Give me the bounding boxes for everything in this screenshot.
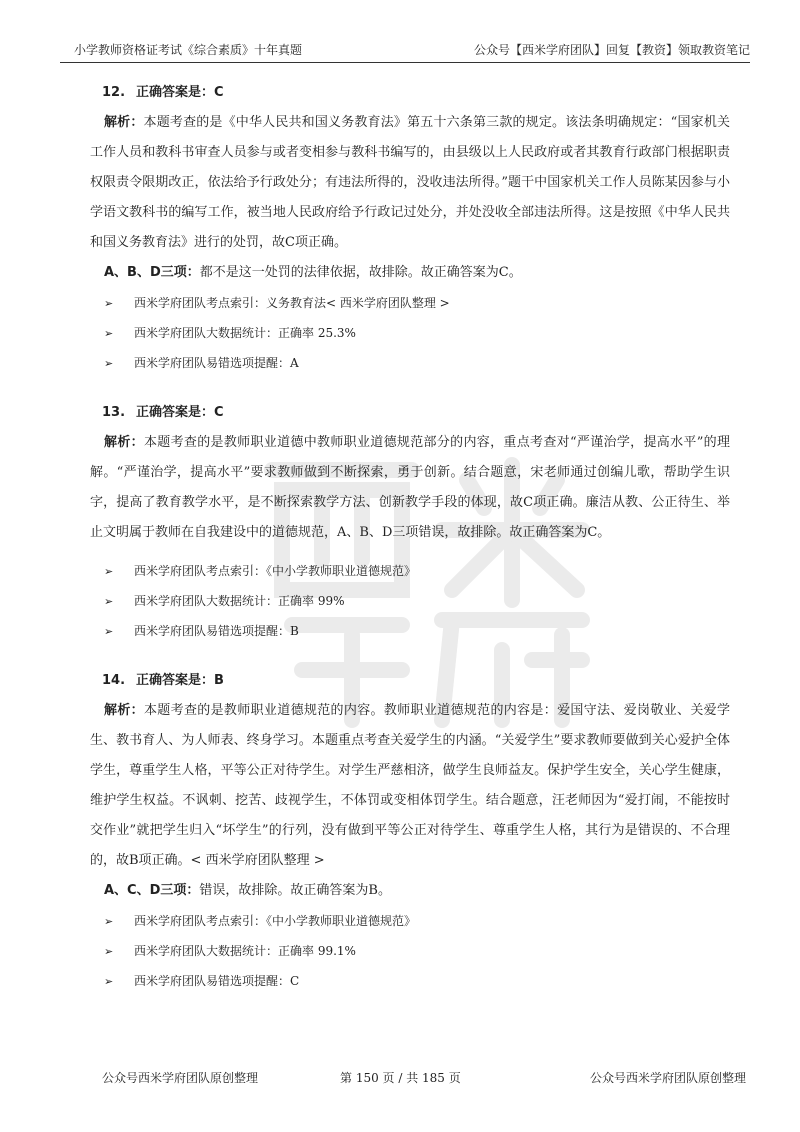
arrow-bullet-icon: ➢: [104, 945, 114, 958]
bullet-text: 西米学府团队考点索引：义务教育法< 西米学府团队整理 >: [134, 296, 450, 310]
analysis-label: 解析：: [104, 435, 144, 450]
analysis-label: 解析：: [104, 703, 144, 718]
bullet-statistics: [90, 586, 730, 616]
answer-explanations: [90, 72, 730, 996]
bullet-common-error: [90, 966, 730, 996]
arrow-bullet-icon: ➢: [104, 357, 114, 370]
options-text: 错误，故排除。故正确答案为B。: [199, 883, 391, 898]
options-note: [90, 258, 730, 288]
question-number: 12.: [102, 85, 126, 100]
answer-title: 正确答案是：C: [136, 85, 224, 100]
bullet-knowledge-point: [90, 288, 730, 318]
answer-title: 正确答案是：B: [136, 673, 224, 688]
bullet-common-error: [90, 348, 730, 378]
bullet-text: 西米学府团队大数据统计：正确率 99%: [134, 594, 345, 608]
arrow-bullet-icon: ➢: [104, 625, 114, 638]
arrow-bullet-icon: ➢: [104, 565, 114, 578]
options-note: [90, 876, 730, 906]
arrow-bullet-icon: ➢: [104, 915, 114, 928]
arrow-bullet-icon: ➢: [104, 595, 114, 608]
page-number: 第 150 页 / 共 185 页: [340, 1071, 461, 1085]
page-header: [60, 36, 750, 63]
footer-left-note: 公众号西米学府团队原创整理: [102, 1071, 259, 1085]
header-promo: 公众号【西米学府团队】回复【教资】领取教资笔记: [473, 43, 750, 57]
bullet-knowledge-point: [90, 556, 730, 586]
footer-right-note: 公众号西米学府团队原创整理: [589, 1071, 746, 1085]
question-block-14: [90, 666, 730, 996]
options-label: A、C、D三项：: [104, 883, 200, 898]
page-footer: [60, 1066, 750, 1090]
analysis-text: 本题考查的是《中华人民共和国义务教育法》第五十六条第三款的规定。该法条明确规定：“国家机关工作人员和教科书审查人员参与或者变相参与教科书编写的，由县级以上人民政府或者其教育行政部门根据职责权限责令限期改正，依法给予行政处分；有违法所得的，没收违法所得。”题干中国家机关工作人员陈某因参与小学语文教科书的编写工作，被当地人民政府给予行政记过处分，并处没收全部违法所得。这是按照《中华人民共和国义务教育法》进行的处罚，故C项正确。: [90, 115, 730, 250]
bullet-knowledge-point: [90, 906, 730, 936]
options-label: A、B、D三项：: [104, 265, 200, 280]
arrow-bullet-icon: ➢: [104, 975, 114, 988]
header-book-title: 小学教师资格证考试《综合素质》十年真题: [74, 43, 303, 57]
bullet-statistics: [90, 936, 730, 966]
analysis-paragraph: [90, 696, 730, 876]
analysis-label: 解析：: [104, 115, 144, 130]
bullet-common-error: [90, 616, 730, 646]
question-block-12: [90, 78, 730, 378]
answer-heading: [90, 398, 730, 428]
options-text: 都不是这一处罚的法律依据，故排除。故正确答案为C。: [199, 265, 522, 280]
question-number: 13.: [102, 405, 126, 420]
question-block-13: [90, 398, 730, 646]
bullet-text: 西米学府团队易错选项提醒：A: [134, 356, 299, 370]
analysis-paragraph: [90, 428, 730, 548]
answer-heading: [90, 666, 730, 696]
arrow-bullet-icon: ➢: [104, 327, 114, 340]
bullet-statistics: [90, 318, 730, 348]
bullet-text: 西米学府团队易错选项提醒：C: [134, 974, 300, 988]
question-number: 14.: [102, 673, 126, 688]
bullet-text: 西米学府团队考点索引：《中小学教师职业道德规范》: [134, 914, 417, 928]
answer-heading: [90, 78, 730, 108]
analysis-text: 本题考查的是教师职业道德规范的内容。教师职业道德规范的内容是：爱国守法、爱岗敬业、关爱学生、教书育人、为人师表、终身学习。本题重点考查关爱学生的内涵。“关爱学生”要求教师要做到关心爱护全体学生，尊重学生人格，平等公正对待学生。对学生严慈相济，做学生良师益友。保护学生安全，关心学生健康，维护学生权益。不讽刺、挖苦、歧视学生，不体罚或变相体罚学生。结合题意，汪老师因为“爱打闹，不能按时交作业”就把学生归入“坏学生”的行列，没有做到平等公正对待学生、尊重学生人格，其行为是错误的、不合理的，故B项正确。< 西米学府团队整理 >: [90, 703, 730, 868]
bullet-text: 西米学府团队考点索引：《中小学教师职业道德规范》: [134, 564, 417, 578]
analysis-paragraph: [90, 108, 730, 258]
bullet-text: 西米学府团队易错选项提醒：B: [134, 624, 299, 638]
answer-title: 正确答案是：C: [136, 405, 224, 420]
bullet-text: 西米学府团队大数据统计：正确率 25.3%: [134, 326, 356, 340]
analysis-text: 本题考查的是教师职业道德中教师职业道德规范部分的内容，重点考查对“严谨治学，提高水平”的理解。“严谨治学，提高水平”要求教师做到不断探索，勇于创新。结合题意，宋老师通过创编儿歌，帮助学生识字，提高了教育教学水平，是不断探索教学方法、创新教学手段的体现，故C项正确。廉洁从教、公正待生、举止文明属于教师在自我建设中的道德规范，A、B、D三项错误，故排除。故正确答案为C。: [90, 435, 730, 540]
arrow-bullet-icon: ➢: [104, 297, 114, 310]
bullet-text: 西米学府团队大数据统计：正确率 99.1%: [134, 944, 356, 958]
